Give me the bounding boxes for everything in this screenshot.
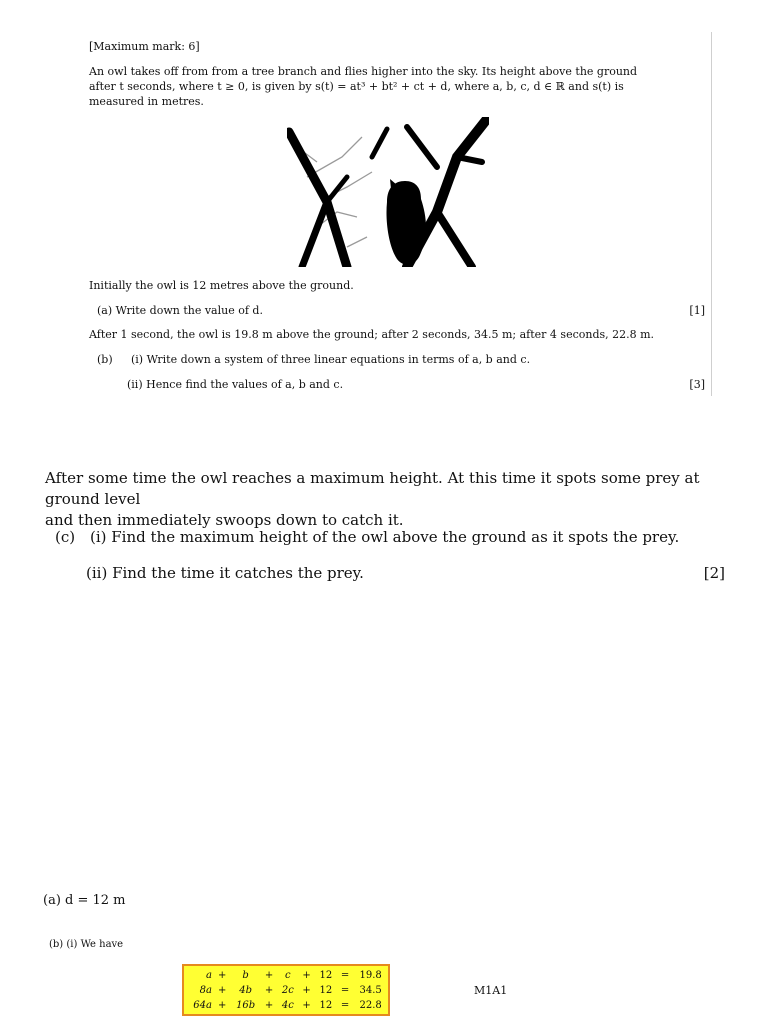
question-c-i: (i) Find the maximum height of the owl above the ground as it spots the prey. (90, 528, 680, 546)
intro-line-2: after t seconds, where t ≥ 0, is given by s(t) = at³ + bt² + ct + d, where a, b, c, d ∈ ℝ and s(t) is (89, 80, 624, 93)
question-b-label: (b) (97, 353, 113, 366)
after-seconds-text: After 1 second, the owl is 19.8 m above the ground; after 2 seconds, 34.5 m; after 4 seconds, 22.8 m. (89, 328, 655, 341)
equation-row: 8a + 4b + 2c + 12 = 34.5 (199, 985, 382, 996)
solution-b-intro: (b) (i) We have (49, 939, 124, 950)
owl-silhouette-icon (287, 117, 489, 267)
question-b-i: (i) Write down a system of three linear equations in terms of a, b and c. (131, 353, 531, 366)
intro-line-1: An owl takes off from from a tree branch and flies higher into the sky. Its height above the ground (89, 65, 638, 78)
intro-paragraph (89, 64, 689, 109)
part-c-intro (45, 468, 725, 531)
equation-row: a + b + c + 12 = 19.8 (206, 970, 382, 981)
max-mark-label: [Maximum mark: 6] (89, 40, 200, 53)
intro-line-3: measured in metres. (89, 95, 204, 108)
margin-rule (711, 32, 712, 396)
question-b-ii: (ii) Hence find the values of a, b and c. (127, 378, 344, 391)
part-c-line-2: and then immediately swoops down to catch it. (45, 511, 404, 529)
mark-c: [2] (703, 564, 725, 582)
solution-a: (a) d = 12 m (43, 893, 126, 908)
question-c-label: (c) (55, 528, 76, 546)
equation-table (184, 968, 388, 1013)
equation-system-highlight (182, 964, 390, 1016)
mark-b: [3] (689, 378, 705, 391)
equation-row: 64a + 16b + 4c + 12 = 22.8 (193, 1000, 382, 1011)
mark-a: [1] (689, 304, 705, 317)
part-c-line-1: After some time the owl reaches a maximum height. At this time it spots some prey at ground level (45, 469, 700, 508)
award-marks: M1A1 (474, 984, 508, 997)
initial-height-text: Initially the owl is 12 metres above the ground. (89, 279, 354, 292)
question-c-ii: (ii) Find the time it catches the prey. (86, 564, 364, 582)
question-a: (a) Write down the value of d. (97, 304, 263, 317)
